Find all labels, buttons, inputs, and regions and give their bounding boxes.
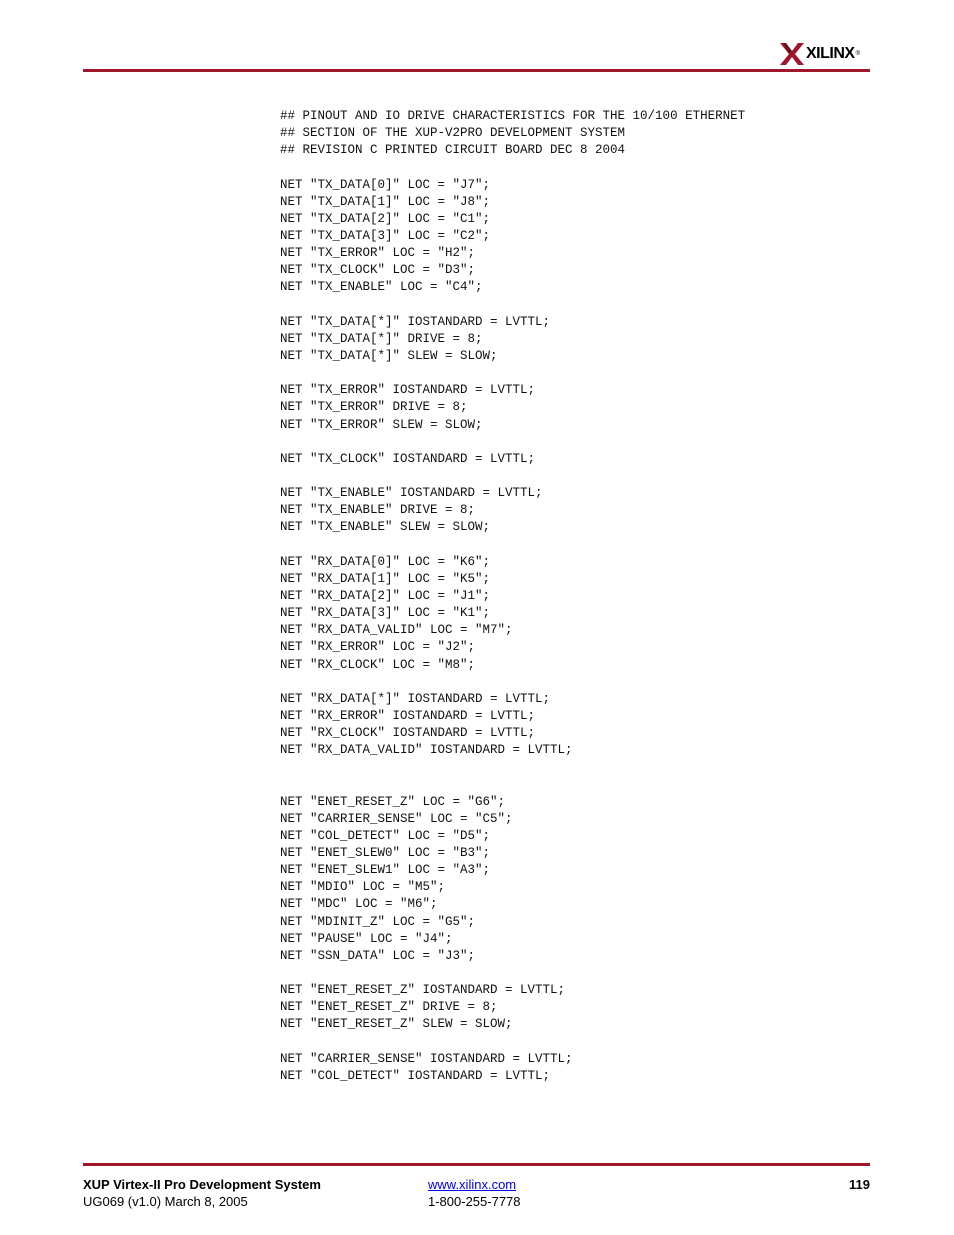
xilinx-logo bbox=[780, 42, 860, 66]
website-link[interactable]: www.xilinx.com bbox=[428, 1177, 517, 1192]
constraint-line: NET "TX_ENABLE" LOC = "C4"; bbox=[280, 280, 483, 295]
constraint-line: NET "PAUSE" LOC = "J4"; bbox=[280, 931, 453, 946]
logo-wordmark: XILINX bbox=[806, 45, 855, 62]
blank-line bbox=[280, 759, 745, 776]
constraint-line: NET "ENET_RESET_Z" DRIVE = 8; bbox=[280, 1000, 498, 1015]
blank-line bbox=[280, 965, 745, 982]
constraint-line: NET "TX_DATA[*]" SLEW = SLOW; bbox=[280, 348, 498, 363]
footer-middle bbox=[428, 1176, 521, 1210]
constraint-line: NET "ENET_RESET_Z" LOC = "G6"; bbox=[280, 794, 506, 809]
constraint-line: NET "MDINIT_Z" LOC = "G5"; bbox=[280, 914, 476, 929]
constraint-line: NET "TX_DATA[0]" LOC = "J7"; bbox=[280, 177, 491, 192]
constraint-line: NET "TX_DATA[*]" IOSTANDARD = LVTTL; bbox=[280, 314, 551, 329]
constraint-line: NET "TX_CLOCK" IOSTANDARD = LVTTL; bbox=[280, 451, 536, 466]
blank-line bbox=[280, 468, 745, 485]
constraint-line: NET "TX_DATA[2]" LOC = "C1"; bbox=[280, 211, 491, 226]
document-title: XUP Virtex-II Pro Development System bbox=[83, 1177, 321, 1192]
registered-mark: ® bbox=[855, 51, 860, 57]
constraint-line: NET "COL_DETECT" IOSTANDARD = LVTTL; bbox=[280, 1068, 551, 1083]
footer-left bbox=[83, 1176, 321, 1210]
blank-line bbox=[280, 537, 745, 554]
constraint-line: NET "RX_DATA_VALID" IOSTANDARD = LVTTL; bbox=[280, 743, 573, 758]
blank-line bbox=[280, 434, 745, 451]
constraint-line: NET "RX_DATA[1]" LOC = "K5"; bbox=[280, 571, 491, 586]
constraint-line: NET "SSN_DATA" LOC = "J3"; bbox=[280, 948, 476, 963]
comment-line: ## SECTION OF THE XUP-V2PRO DEVELOPMENT SYSTEM bbox=[280, 126, 626, 141]
constraint-line: NET "RX_DATA[3]" LOC = "K1"; bbox=[280, 606, 491, 621]
constraint-line: NET "RX_CLOCK" LOC = "M8"; bbox=[280, 657, 476, 672]
page-number: 119 bbox=[849, 1177, 870, 1192]
phone-number: 1-800-255-7778 bbox=[428, 1194, 521, 1209]
constraint-line: NET "RX_ERROR" IOSTANDARD = LVTTL; bbox=[280, 708, 536, 723]
blank-line bbox=[280, 1034, 745, 1051]
constraint-line: NET "CARRIER_SENSE" LOC = "C5"; bbox=[280, 811, 513, 826]
constraint-line: NET "TX_ERROR" IOSTANDARD = LVTTL; bbox=[280, 383, 536, 398]
constraint-line: NET "TX_ERROR" SLEW = SLOW; bbox=[280, 417, 483, 432]
constraint-line: NET "TX_DATA[3]" LOC = "C2"; bbox=[280, 228, 491, 243]
constraint-line: NET "RX_DATA_VALID" LOC = "M7"; bbox=[280, 623, 513, 638]
constraint-line: NET "COL_DETECT" LOC = "D5"; bbox=[280, 828, 491, 843]
constraint-line: NET "ENET_RESET_Z" SLEW = SLOW; bbox=[280, 1017, 513, 1032]
comment-line: ## REVISION C PRINTED CIRCUIT BOARD DEC 8 2004 bbox=[280, 143, 626, 158]
blank-line bbox=[280, 159, 745, 176]
constraint-line: NET "ENET_SLEW0" LOC = "B3"; bbox=[280, 846, 491, 861]
constraint-line: NET "MDIO" LOC = "M5"; bbox=[280, 880, 446, 895]
constraint-line: NET "RX_DATA[2]" LOC = "J1"; bbox=[280, 588, 491, 603]
constraint-line: NET "TX_ENABLE" SLEW = SLOW; bbox=[280, 520, 491, 535]
constraint-line: NET "ENET_SLEW1" LOC = "A3"; bbox=[280, 863, 491, 878]
blank-line bbox=[280, 674, 745, 691]
comment-line: ## PINOUT AND IO DRIVE CHARACTERISTICS FOR THE 10/100 ETHERNET bbox=[280, 109, 746, 123]
constraint-line: NET "TX_DATA[*]" DRIVE = 8; bbox=[280, 331, 483, 346]
constraint-line: NET "CARRIER_SENSE" IOSTANDARD = LVTTL; bbox=[280, 1051, 573, 1066]
constraint-line: NET "MDC" LOC = "M6"; bbox=[280, 897, 438, 912]
header-rule bbox=[83, 69, 870, 72]
xilinx-x-icon bbox=[780, 43, 804, 65]
constraint-line: NET "TX_CLOCK" LOC = "D3"; bbox=[280, 263, 476, 278]
constraint-line: NET "RX_CLOCK" IOSTANDARD = LVTTL; bbox=[280, 726, 536, 741]
constraint-line: NET "TX_ENABLE" DRIVE = 8; bbox=[280, 503, 476, 518]
constraint-line: NET "ENET_RESET_Z" IOSTANDARD = LVTTL; bbox=[280, 983, 566, 998]
constraint-line: NET "RX_ERROR" LOC = "J2"; bbox=[280, 640, 476, 655]
ucf-code-listing bbox=[280, 108, 745, 1085]
footer-rule bbox=[83, 1163, 870, 1166]
blank-line bbox=[280, 297, 745, 314]
constraint-line: NET "RX_DATA[0]" LOC = "K6"; bbox=[280, 554, 491, 569]
constraint-line: NET "TX_ERROR" DRIVE = 8; bbox=[280, 400, 468, 415]
document-id: UG069 (v1.0) March 8, 2005 bbox=[83, 1194, 248, 1209]
constraint-line: NET "TX_DATA[1]" LOC = "J8"; bbox=[280, 194, 491, 209]
constraint-line: NET "TX_ERROR" LOC = "H2"; bbox=[280, 246, 476, 261]
constraint-line: NET "RX_DATA[*]" IOSTANDARD = LVTTL; bbox=[280, 691, 551, 706]
blank-line bbox=[280, 776, 745, 793]
constraint-line: NET "TX_ENABLE" IOSTANDARD = LVTTL; bbox=[280, 486, 543, 501]
blank-line bbox=[280, 365, 745, 382]
